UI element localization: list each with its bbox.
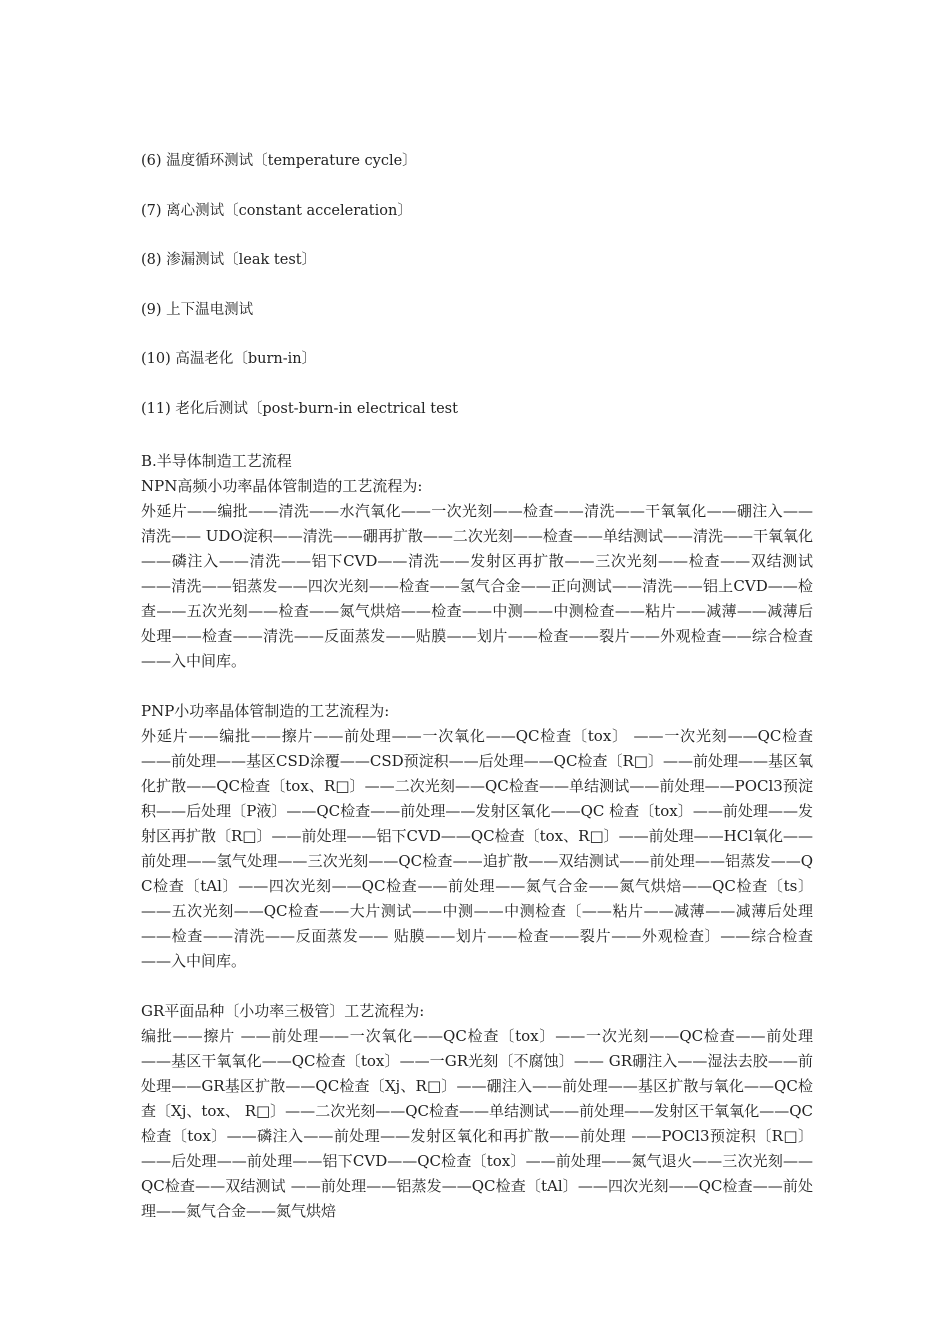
test-item-post-burn-in: (11) 老化后测试〔post-burn-in electrical test [141, 400, 458, 417]
test-item-temperature-electrical: (9) 上下温电测试 [141, 301, 254, 318]
pnp-process-title: PNP小功率晶体管制造的工艺流程为: [141, 702, 390, 720]
gr-process-text: 编批——擦片 ——前处理——一次氧化——QC检查〔tox〕——一次光刻——QC检查——前处理——基区干氧氧化——QC检查〔tox〕——一GR光刻〔不腐蚀〕—— GR硼注入——湿法去胶——前处理——GR基区扩散——QC检查〔Xj、R□〕——硼注入——前处理——基区扩散与氧化——QC检查〔Xj、tox、 R□〕——二次光刻——QC检查——单结测试——前处理——发射区干氧氧化——QC检查〔tox〕——磷注入——前处理——发射区氧化和再扩散——前处理 ——POCl3预淀积〔R□〕——后处理——前处理——铝下CVD——QC检查〔tox〕——前处理——氮气退火——三次光刻——QC检查——双结测试 ——前处理——铝蒸发——QC检查〔tAl〕——四次光刻——QC检查——前处理——氮气合金——氮气烘焙 [141, 1027, 813, 1220]
npn-process-text: 外延片——编批——清洗——水汽氧化——一次光刻——检查——清洗——干氧氧化——硼注入——清洗—— UDO淀积——清洗——硼再扩散——二次光刻——检查——单结测试——清洗——干氧氧化——磷注入——清洗——铝下CVD——清洗——发射区再扩散——三次光刻——检查——双结测试——清洗——铝蒸发——四次光刻——检查——氢气合金——正向测试——清洗——铝上CVD——检查——五次光刻——检查——氮气烘焙——检查——中测——中测检查——粘片——减薄——减薄后处理——检查——清洗——反面蒸发——贴膜——划片——检查——裂片——外观检查——综合检查——入中间库。 [141, 502, 813, 670]
gr-process-block [141, 999, 813, 1224]
test-list [141, 150, 821, 448]
test-item-constant-acceleration: (7) 离心测试〔constant acceleration〕 [141, 202, 412, 219]
test-item-leak-test: (8) 渗漏测试〔leak test〕 [141, 252, 317, 269]
gr-process-title: GR平面品种〔小功率三极管〕工艺流程为: [141, 1002, 425, 1020]
test-item-burn-in: (10) 高温老化〔burn-in〕 [141, 351, 317, 368]
pnp-process-text: 外延片——编批——擦片——前处理——一次氧化——QC检查〔tox〕 ——一次光刻——QC检查——前处理——基区CSD涂覆——CSD预淀积——后处理——QC检查〔R□〕——前处理——基区氧化扩散——QC检查〔tox、R□〕——二次光刻——QC检查——单结测试——前处理——POCl3预淀积——后处理〔P液〕——QC检查——前处理——发射区氧化——QC 检查〔tox〕——前处理——发射区再扩散〔R□〕——前处理——铝下CVD——QC检查〔tox、R□〕——前处理——HCl氧化——前处理——氢气处理——三次光刻——QC检查——追扩散——双结测试——前处理——铝蒸发——QC检查〔tAl〕——四次光刻——QC检查——前处理——氮气合金——氮气烘焙——QC检查〔ts〕——五次光刻——QC检查——大片测试——中测——中测检查〔——粘片——减薄——减薄后处理——检查——清洗——反面蒸发—— 贴膜——划片——检查——裂片——外观检查〕——综合检查——入中间库。 [141, 727, 813, 970]
pnp-process-block [141, 699, 813, 974]
npn-process-title: NPN高频小功率晶体管制造的工艺流程为: [141, 477, 423, 495]
section-b [141, 449, 813, 1249]
test-item-temperature-cycle: (6) 温度循环测试〔temperature cycle〕 [141, 153, 417, 169]
section-heading: B.半导体制造工艺流程 [141, 452, 292, 470]
npn-process-block [141, 474, 813, 674]
